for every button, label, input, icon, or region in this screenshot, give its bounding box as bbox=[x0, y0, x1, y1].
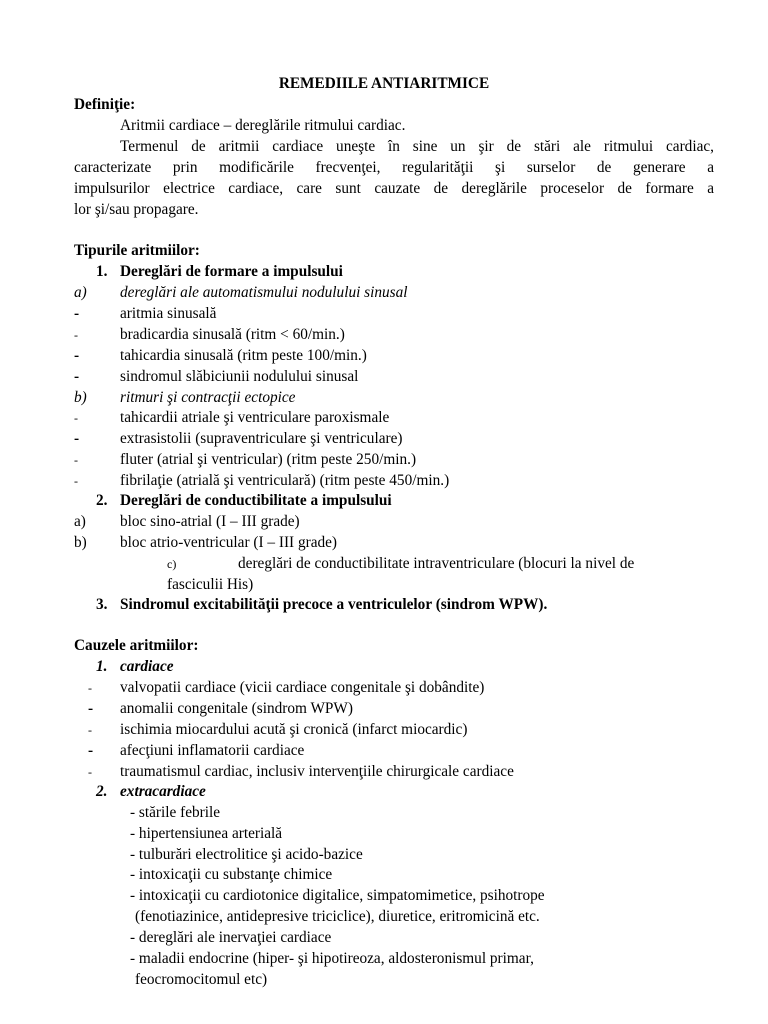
list-item-text: tahicardii atriale şi ventriculare paroxismale bbox=[120, 409, 390, 426]
list-item: - dereglări ale inervaţiei cardiace bbox=[130, 929, 332, 946]
group-label: cardiace bbox=[120, 658, 174, 675]
bullet-dash: - bbox=[74, 328, 78, 342]
list-item-text: dereglări de conductibilitate intraventriculare (blocuri la nivel de bbox=[238, 555, 635, 572]
definition-para-line-1: Termenul de aritmii cardiace uneşte în sine un şir de stări ale ritmului cardiac, bbox=[120, 138, 714, 155]
group-label: extracardiace bbox=[120, 783, 206, 800]
bullet-dash: - bbox=[88, 723, 92, 737]
definition-para-line-2: caracterizate prin modificările frecvenţei, regularităţii şi surselor de generare a bbox=[74, 159, 714, 176]
list-item-text: bloc atrio-ventricular (I – III grade) bbox=[120, 534, 338, 551]
list-item: - tulburări electrolitice şi acido-bazice bbox=[130, 846, 363, 863]
definition-para-line-3: impulsurilor electrice cardiace, care sunt cauzate de dereglările proceselor de formare a bbox=[74, 180, 714, 197]
list-item-text: sindromul slăbiciunii nodulului sinusal bbox=[120, 368, 359, 385]
bullet-dash: - bbox=[88, 765, 92, 779]
bullet-dash: - bbox=[74, 347, 80, 364]
list-item-text: fluter (atrial şi ventricular) (ritm peste 250/min.) bbox=[120, 451, 417, 468]
causes-group-2 bbox=[96, 782, 206, 803]
list-item-text: ischimia miocardului acută şi cronică (infarct miocardic) bbox=[120, 721, 468, 738]
item-marker: c) bbox=[167, 557, 177, 571]
definition-heading: Definiţie: bbox=[74, 96, 136, 113]
group-number: 2. bbox=[96, 783, 108, 800]
group-label: Dereglări de conductibilitate a impulsului bbox=[120, 492, 392, 509]
group-label: Dereglări de formare a impulsului bbox=[120, 263, 343, 280]
list-item-continuation: feocromocitomul etc) bbox=[135, 971, 268, 988]
list-item-continuation: (fenotiazinice, antidepresive triciclice), diuretice, eritromicină etc. bbox=[135, 908, 540, 925]
causes-heading: Cauzele aritmiilor: bbox=[74, 637, 199, 654]
bullet-dash: - bbox=[88, 700, 94, 717]
subgroup-marker: b) bbox=[74, 389, 87, 406]
list-item-text: bloc sino-atrial (I – III grade) bbox=[120, 513, 300, 530]
subgroup-label: ritmuri şi contracţii ectopice bbox=[120, 389, 296, 406]
bullet-dash: - bbox=[74, 453, 78, 467]
group-number: 3. bbox=[96, 596, 108, 613]
group-label: Sindromul excitabilităţii precoce a ventriculelor bbox=[120, 596, 432, 613]
list-item-text: traumatismul cardiac, inclusiv intervenţiile chirurgicale cardiace bbox=[120, 763, 514, 780]
types-group-3 bbox=[96, 595, 548, 616]
item-marker: a) bbox=[74, 513, 86, 530]
definition-para-line-4: lor şi/sau propagare. bbox=[74, 201, 199, 218]
definition-line: Aritmii cardiace – dereglările ritmului cardiac. bbox=[120, 117, 406, 134]
bullet-dash: - bbox=[88, 681, 92, 695]
list-item: - stările febrile bbox=[130, 804, 221, 821]
list-item-text: extrasistolii (supraventriculare şi ventriculare) bbox=[120, 430, 403, 447]
types-group-1 bbox=[96, 262, 343, 283]
list-item-text: anomalii congenitale (sindrom WPW) bbox=[120, 700, 353, 717]
list-item: - hipertensiunea arterială bbox=[130, 825, 283, 842]
list-item-text: fibrilaţie (atrială şi ventriculară) (ritm peste 450/min.) bbox=[120, 472, 450, 489]
group-number: 1. bbox=[96, 263, 108, 280]
bullet-dash: - bbox=[74, 430, 80, 447]
list-item-text: tahicardia sinusală (ritm peste 100/min.) bbox=[120, 347, 367, 364]
causes-group-1 bbox=[96, 657, 174, 678]
list-item-text: valvopatii cardiace (vicii cardiace congenitale şi dobândite) bbox=[120, 679, 485, 696]
list-item: - maladii endocrine (hiper- şi hipotireoza, aldosteronismul primar, bbox=[130, 950, 534, 967]
list-item-text: aritmia sinusală bbox=[120, 305, 217, 322]
group-number: 1. bbox=[96, 658, 108, 675]
types-group-2 bbox=[96, 491, 392, 512]
group-number: 2. bbox=[96, 492, 108, 509]
bullet-dash: - bbox=[88, 742, 94, 759]
list-item-text: bradicardia sinusală (ritm < 60/min.) bbox=[120, 326, 345, 343]
types-heading: Tipurile aritmiilor: bbox=[74, 242, 200, 259]
list-item-c-continuation: fasciculii His) bbox=[167, 576, 254, 593]
subgroup-label: dereglări ale automatismului nodulului sinusal bbox=[120, 284, 408, 301]
group-label-tail: (sindrom WPW). bbox=[435, 596, 548, 613]
item-marker: b) bbox=[74, 534, 87, 551]
bullet-dash: - bbox=[74, 368, 80, 385]
bullet-dash: - bbox=[74, 411, 78, 425]
list-item-text: afecţiuni inflamatorii cardiace bbox=[120, 742, 305, 759]
subgroup-marker: a) bbox=[74, 284, 87, 301]
bullet-dash: - bbox=[74, 474, 78, 488]
bullet-dash: - bbox=[74, 305, 80, 322]
list-item: - intoxicaţii cu substanţe chimice bbox=[130, 866, 333, 883]
document-title: REMEDIILE ANTIARITMICE bbox=[278, 75, 490, 92]
list-item: - intoxicaţii cu cardiotonice digitalice, simpatomimetice, psihotrope bbox=[130, 887, 545, 904]
